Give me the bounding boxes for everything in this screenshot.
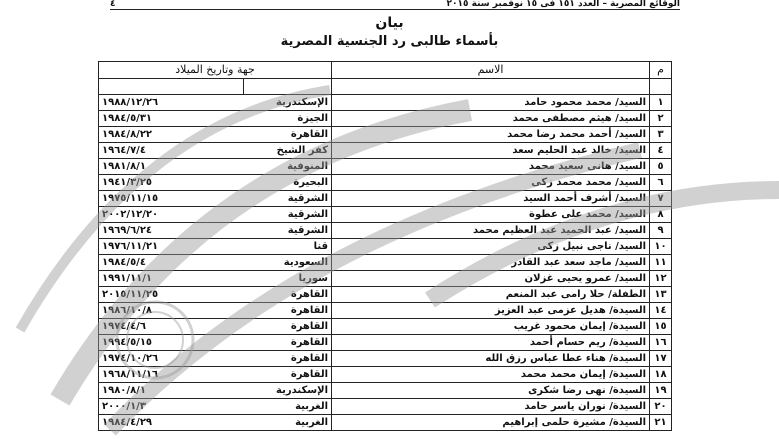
- birth-date: ١٩٨١/٨/١: [99, 159, 244, 175]
- table-row: [99, 207, 672, 223]
- birth-date: ١٩٨٤/٥/٣١: [99, 111, 244, 127]
- birth-place: الشرقية: [244, 223, 332, 239]
- person-name: السيد/ أحمد محمد رضا محمد: [332, 127, 650, 143]
- birth-place: الجيزة: [244, 111, 332, 127]
- person-name: السيدة/ نوران ياسر حامد: [332, 399, 650, 415]
- running-header: [110, 0, 680, 10]
- table-row: [99, 351, 672, 367]
- birth-date: ١٩٧٤/١٠/٢٦: [99, 351, 244, 367]
- row-number: ٣: [650, 127, 672, 143]
- row-number: ٨: [650, 207, 672, 223]
- person-name: الطفلة/ حلا رامى عبد المنعم: [332, 287, 650, 303]
- birth-date: ٢٠٠٠/١/٣: [99, 399, 244, 415]
- row-number: ٦: [650, 175, 672, 191]
- person-name: السيد/ هانى سعيد محمد: [332, 159, 650, 175]
- person-name: السيد/ محمد على عطوة: [332, 207, 650, 223]
- document-title: بيان: [375, 15, 404, 31]
- birth-date: ١٩٨٤/٤/٢٩: [99, 415, 244, 431]
- table-row: [99, 367, 672, 383]
- row-number: ١٨: [650, 367, 672, 383]
- running-header-text: الوقائع المصرية – العدد ١٥١ فى ١٥ نوفمبر سنة ٢٠١٥: [446, 0, 680, 9]
- table-row: [99, 127, 672, 143]
- birth-place: كفر الشيخ: [244, 143, 332, 159]
- birth-place: الشرقية: [244, 191, 332, 207]
- birth-place: القاهرة: [244, 303, 332, 319]
- birth-date: ١٩٧٥/١١/١٥: [99, 191, 244, 207]
- table-row: [99, 271, 672, 287]
- birth-date: ١٩٧٤/٤/٦: [99, 319, 244, 335]
- document-subtitle: بأسماء طالبى رد الجنسية المصرية: [280, 34, 499, 49]
- person-name: السيدة/ إيمان محمود غريب: [332, 319, 650, 335]
- person-name: السيدة/ هديل عزمى عبد العزيز: [332, 303, 650, 319]
- row-number: ٢٠: [650, 399, 672, 415]
- table-row: [99, 319, 672, 335]
- birth-place: الإسكندرية: [244, 95, 332, 111]
- birth-place: الغربية: [244, 399, 332, 415]
- birth-date: ١٩٧٦/١١/٢١: [99, 239, 244, 255]
- birth-place: القاهرة: [244, 319, 332, 335]
- row-number: ٢: [650, 111, 672, 127]
- row-number: ١: [650, 95, 672, 111]
- table-row: [99, 111, 672, 127]
- birth-place: البحيرة: [244, 175, 332, 191]
- row-number: ١١: [650, 255, 672, 271]
- page-number: ٤: [110, 0, 116, 9]
- person-name: السيد/ ناجى نبيل زكى: [332, 239, 650, 255]
- birth-date: ١٩٤١/٣/٢٥: [99, 175, 244, 191]
- person-name: السيدة/ مشيرة حلمى إبراهيم: [332, 415, 650, 431]
- row-number: ٩: [650, 223, 672, 239]
- birth-date: ٢٠٠٢/١٢/٢٠: [99, 207, 244, 223]
- table-row: [99, 159, 672, 175]
- birth-date: ١٩٦٩/٦/٢٤: [99, 223, 244, 239]
- table-row: [99, 191, 672, 207]
- table-row: [99, 303, 672, 319]
- table-row: [99, 239, 672, 255]
- row-number: ٥: [650, 159, 672, 175]
- table-spacer: [99, 79, 672, 95]
- person-name: السيدة/ إيمان محمد محمد: [332, 367, 650, 383]
- person-name: السيد/ عمرو يحيى غزلان: [332, 271, 650, 287]
- person-name: السيد/ أشرف أحمد السيد: [332, 191, 650, 207]
- table-body: [99, 79, 672, 431]
- table-row: [99, 335, 672, 351]
- birth-date: ١٩٨٨/١٢/٢٦: [99, 95, 244, 111]
- birth-date: ١٩٨٤/٥/٤: [99, 255, 244, 271]
- table-row: [99, 287, 672, 303]
- birth-date: ١٩٩١/١١/١: [99, 271, 244, 287]
- row-number: ٢١: [650, 415, 672, 431]
- table-row: [99, 255, 672, 271]
- header-name: الاسم: [332, 62, 650, 79]
- row-number: ١٣: [650, 287, 672, 303]
- names-table: [98, 61, 672, 431]
- person-name: السيد/ ماجد سعد عبد القادر: [332, 255, 650, 271]
- person-name: السيد/ عبد الحميد عبد العظيم محمد: [332, 223, 650, 239]
- table-row: [99, 223, 672, 239]
- birth-place: الغربية: [244, 415, 332, 431]
- birth-place: القاهرة: [244, 287, 332, 303]
- table-row: [99, 95, 672, 111]
- birth-place: القاهرة: [244, 351, 332, 367]
- person-name: السيد/ هيثم مصطفى محمد: [332, 111, 650, 127]
- row-number: ١٦: [650, 335, 672, 351]
- birth-place: الشرقية: [244, 207, 332, 223]
- birth-place: السعودية: [244, 255, 332, 271]
- row-number: ١٧: [650, 351, 672, 367]
- row-number: ١٢: [650, 271, 672, 287]
- person-name: السيدة/ هناء عطا عباس رزق الله: [332, 351, 650, 367]
- row-number: ٤: [650, 143, 672, 159]
- person-name: السيدة/ نهى رضا شكرى: [332, 383, 650, 399]
- row-number: ١٥: [650, 319, 672, 335]
- birth-date: ١٩٨٤/٨/٢٢: [99, 127, 244, 143]
- table-row: [99, 143, 672, 159]
- person-name: السيد/ محمد محمد زكى: [332, 175, 650, 191]
- birth-place: المنوفية: [244, 159, 332, 175]
- birth-date: ١٩٩٤/٥/١٥: [99, 335, 244, 351]
- birth-place: القاهرة: [244, 335, 332, 351]
- table-row: [99, 175, 672, 191]
- birth-date: ١٩٨٦/١٠/٨: [99, 303, 244, 319]
- row-number: ١٠: [650, 239, 672, 255]
- birth-place: الإسكندرية: [244, 383, 332, 399]
- birth-date: ١٩٦٤/٧/٤: [99, 143, 244, 159]
- table-row: [99, 383, 672, 399]
- birth-date: ١٩٨٠/٨/١: [99, 383, 244, 399]
- row-number: ١٩: [650, 383, 672, 399]
- birth-date: ٢٠١٥/١١/٢٥: [99, 287, 244, 303]
- table-row: [99, 415, 672, 431]
- birth-place: سوريا: [244, 271, 332, 287]
- row-number: ٧: [650, 191, 672, 207]
- birth-place: قنا: [244, 239, 332, 255]
- birth-place: القاهرة: [244, 367, 332, 383]
- person-name: السيد/ محمد محمود حامد: [332, 95, 650, 111]
- table-header-row: [99, 62, 672, 79]
- person-name: السيدة/ ريم حسام أحمد: [332, 335, 650, 351]
- header-origin: جهة وتاريخ الميلاد: [99, 62, 332, 79]
- birth-date: ١٩٦٨/١١/١٦: [99, 367, 244, 383]
- person-name: السيد/ خالد عبد الحليم سعد: [332, 143, 650, 159]
- header-num: م: [650, 62, 672, 79]
- birth-place: القاهرة: [244, 127, 332, 143]
- row-number: ١٤: [650, 303, 672, 319]
- table-row: [99, 399, 672, 415]
